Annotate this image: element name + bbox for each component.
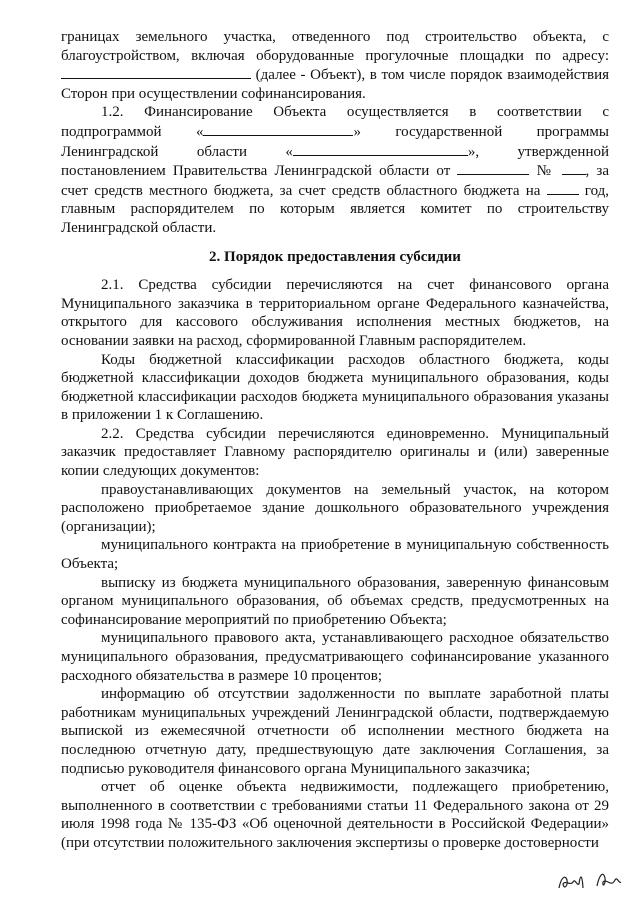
paragraph-object-address (61, 28, 609, 103)
blank-subprogram (203, 122, 353, 136)
blank-address (61, 65, 251, 79)
blank-date (457, 161, 529, 175)
list-item: выписку из бюджета муниципального образования, заверенную финансовым органом муниципального образования, об объемах средств, предусмотренных на софинансирование мероприятий по приобретению Объекта; (61, 574, 609, 628)
text-1-2-e: , за счет средств местного бюджета, за счет средств областного бюджета на (61, 163, 610, 199)
paragraph-2-1-codes: Коды бюджетной классификации расходов областного бюджета, коды бюджетной классификации доходов бюджета муниципального образования, коды бюджетной классификации расходов бюджета муниципального образования указаны в приложении 1 к Соглашению. (61, 351, 609, 424)
paragraph-2-2: 2.2. Средства субсидии перечисляются единовременно. Муниципальный заказчик предоставляет Главному распорядителю оригиналы и (или) заверенные копии следующих документов: (61, 425, 609, 480)
list-item: информацию об отсутствии задолженности по выплате заработной платы работникам муниципальных учреждений Ленинградской области, подтверждаемую выпиской из ежемесячной отчетности об исполнении местного бюджета на последнюю отчетную дату, предшествующую дате заключения Соглашения, за подписью руководителя финансового органа Муниципального заказчика; (61, 686, 609, 777)
list-item: отчет об оценке объекта недвижимости, подлежащего приобретению, выполненного в соответствии с требованиями статьи 11 Федерального закона от 29 июля 1998 года № 135-ФЗ «Об оценочной деятельности в Российской Федерации» (при отсутствии положительного заключения экспертизы о проверке достоверности (61, 779, 609, 851)
text-1-2-a: 1.2. Финансирование Объекта осуществляется в соответствии с подпрограммой « (61, 104, 609, 140)
text-number-sign: № (536, 163, 555, 180)
blank-number (562, 161, 586, 175)
document-body (61, 28, 609, 853)
text-object-address-end: (далее - Объект), в том числе порядок взаимодействия Сторон при осуществлении софинансирования. (61, 67, 610, 102)
text-object-address: границах земельного участка, отведенного под строительство объекта, с благоустройством, включая оборудованные прогулочные площадки по адресу: (61, 29, 609, 64)
text-1-2-c: », утвержденной постановлением Правительства Ленинградской области от (61, 143, 609, 180)
paragraph-2-1: 2.1. Средства субсидии перечисляются на счет финансового органа Муниципального заказчика в территориальном органе Федерального казначейства, открытого для кассового обслуживания исполнения местных бюджетов, на основании заявки на расход, сформированной Главным распорядителем. (61, 277, 609, 349)
section-2-heading: 2. Порядок предоставления субсидии (209, 248, 461, 265)
blank-year (547, 181, 579, 195)
list-item: муниципального правового акта, устанавливающего расходное обязательство муниципального образования, предусматривающего софинансирование указанного расходного обязательства в размере 10 процентов; (61, 630, 609, 684)
text-1-2-b: » государственной программы Ленинградской области « (61, 123, 609, 160)
text-1-2-f: год, главным распорядителем по которым является комитет по строительству Ленинградской области. (61, 182, 610, 236)
paragraph-1-2 (61, 103, 609, 237)
blank-program (293, 142, 468, 156)
list-item: правоустанавливающих документов на земельный участок, на котором расположено приобретаемое здание дошкольного образовательного учреждения (организации); (61, 481, 609, 535)
handwritten-initials (555, 866, 625, 896)
list-item: муниципального контракта на приобретение в муниципальную собственность Объекта; (61, 537, 609, 573)
